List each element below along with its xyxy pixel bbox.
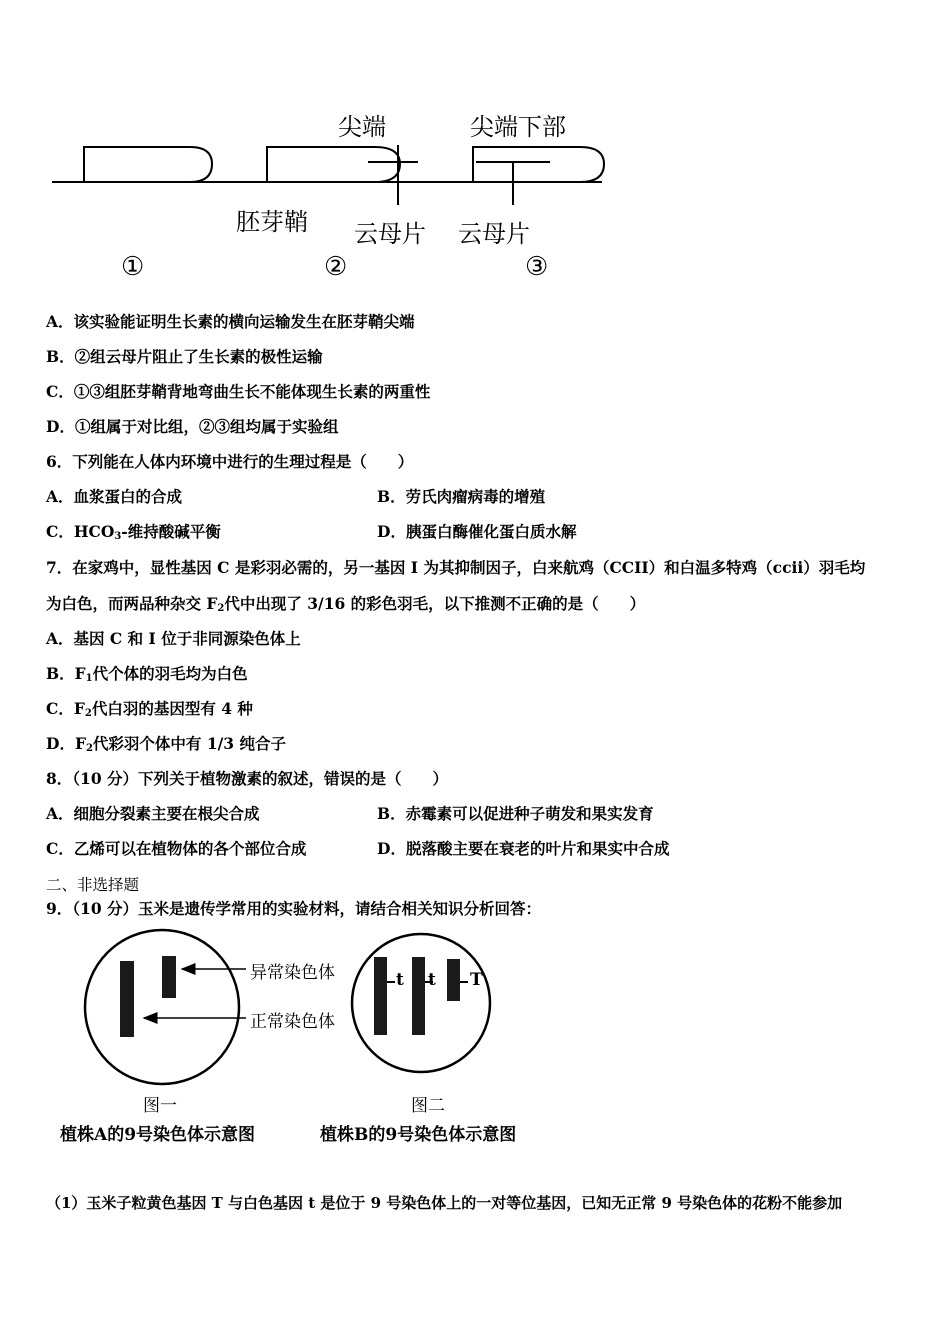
group-number-2: ② (324, 252, 348, 282)
q6-option-c-post: -维持酸碱平衡 (121, 522, 221, 541)
group-number-1: ① (121, 252, 145, 282)
gene-label-t2: t (428, 970, 436, 990)
q8-option-d: D．脱落酸主要在衰老的叶片和果实中合成 (377, 839, 670, 858)
gene-label-T: T (470, 970, 483, 990)
q7-b-post: 代个体的羽毛均为白色 (92, 664, 248, 683)
q7-option-a: A．基因 C 和 I 位于非同源染色体上 (46, 629, 301, 648)
label-mica-1: 云母片 (354, 220, 426, 248)
q7-d-sub: 2 (85, 743, 93, 754)
figure-one-title: 图一 (143, 1096, 177, 1116)
q5-option-b: B．②组云母片阻止了生长素的极性运输 (46, 347, 323, 366)
q5-option-d: D．①组属于对比组，②③组均属于实验组 (46, 417, 339, 436)
q7-stem-line1: 7．在家鸡中，显性基因 C 是彩羽必需的，另一基因 I 为其抑制因子，白来航鸡（CCII）和白温多特鸡（ccii）羽毛均 (46, 558, 866, 577)
label-mica-2: 云母片 (458, 220, 530, 248)
label-abnormal-chromosome: 异常染色体 (250, 963, 335, 983)
q5-option-a: A．该实验能证明生长素的横向运输发生在胚芽鞘尖端 (46, 312, 415, 331)
q6-option-c-sub: 3 (114, 531, 122, 542)
section-heading: 二、非选择题 (46, 876, 140, 894)
q7-b-sub: 1 (85, 673, 93, 684)
label-tip-lower: 尖端下部 (470, 113, 566, 141)
q7-c-pre: C．F (46, 699, 85, 718)
label-normal-chromosome: 正常染色体 (250, 1012, 335, 1032)
q7-stem2-pre: 为白色，而两品种杂交 F (46, 594, 218, 613)
q6-option-a: A．血浆蛋白的合成 (46, 487, 183, 506)
q7-d-pre: D．F (46, 734, 86, 753)
q6-option-c-pre: C．HCO (46, 522, 115, 541)
q7-b-pre: B．F (46, 664, 86, 683)
q8-option-b: B．赤霉素可以促进种子萌发和果实发育 (377, 804, 654, 823)
q6-option-b: B．劳氏肉瘤病毒的增殖 (377, 487, 546, 506)
q8-option-c: C．乙烯可以在植物体的各个部位合成 (46, 839, 307, 858)
gene-label-t1: t (396, 970, 404, 990)
q7-stem2-post: 代中出现了 3/16 的彩色羽毛，以下推测不正确的是（ ） (224, 594, 646, 613)
figure-two-title: 图二 (411, 1096, 445, 1116)
figure-one-caption: 植株A的9号染色体示意图 (60, 1125, 256, 1145)
group-number-3: ③ (525, 252, 549, 282)
label-coleoptile: 胚芽鞘 (236, 208, 308, 236)
q7-c-sub: 2 (84, 708, 92, 719)
q7-stem2-sub: 2 (217, 603, 225, 614)
q6-option-d: D．胰蛋白酶催化蛋白质水解 (377, 522, 577, 541)
q9-part1: （1）玉米子粒黄色基因 T 与白色基因 t 是位于 9 号染色体上的一对等位基因，已知无正常 9 号染色体的花粉不能参加 (46, 1194, 843, 1212)
q5-option-c: C．①③组胚芽鞘背地弯曲生长不能体现生长素的两重性 (46, 382, 431, 401)
q8-option-a: A．细胞分裂素主要在根尖合成 (46, 804, 260, 823)
figure-two-caption: 植株B的9号染色体示意图 (320, 1125, 517, 1145)
q9-stem: 9．（10 分）玉米是遗传学常用的实验材料，请结合相关知识分析回答： (46, 899, 542, 918)
label-tip: 尖端 (338, 113, 386, 141)
q8-stem: 8．（10 分）下列关于植物激素的叙述，错误的是（ ） (46, 769, 449, 788)
q7-d-post: 代彩羽个体中有 1/3 纯合子 (92, 734, 286, 753)
q7-c-post: 代白羽的基因型有 4 种 (91, 699, 253, 718)
q6-stem: 6．下列能在人体内环境中进行的生理过程是（ ） (46, 452, 414, 471)
